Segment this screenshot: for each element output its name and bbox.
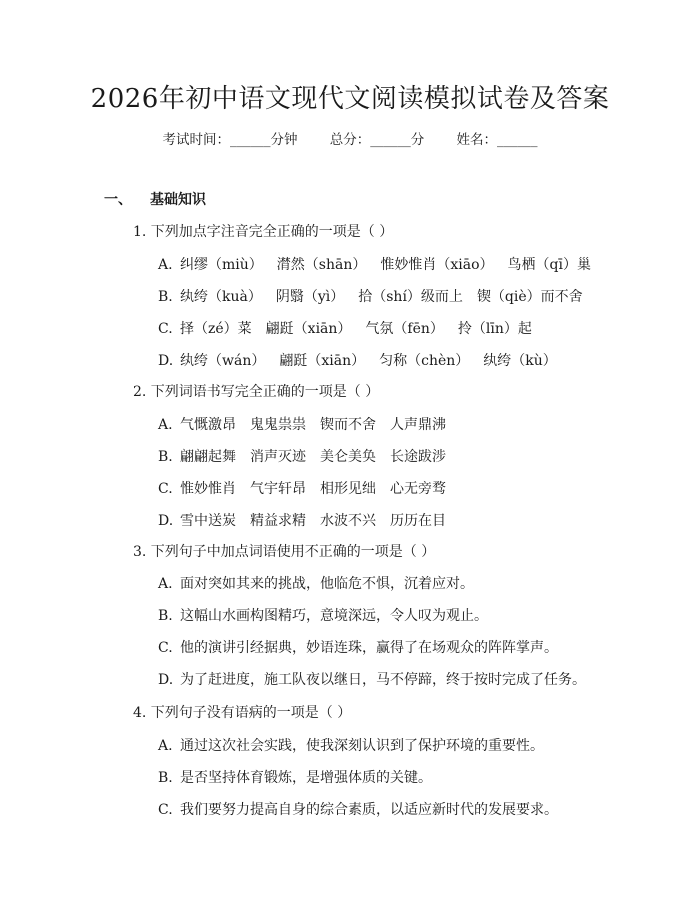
student-name-field: 姓名：______ <box>456 132 538 148</box>
exam-info-line <box>0 130 700 150</box>
option-text: 拾（shí）级而上 <box>358 289 463 305</box>
answer-option <box>158 670 586 690</box>
page-title: 2026年初中语文现代文阅读模拟试卷及答案 <box>90 84 610 114</box>
option-text: 是否坚持体育锻炼，是增强体质的关键。 <box>180 770 432 786</box>
answer-option <box>158 768 432 788</box>
option-letter: A. <box>158 738 173 754</box>
option-text: 翩跹（xiān） <box>265 321 352 337</box>
option-letter: D. <box>158 513 174 529</box>
answer-option <box>158 479 446 499</box>
question-stem: 4. 下列句子没有语病的一项是（ ） <box>133 705 352 721</box>
option-text: 这幅山水画构图精巧，意境深远，令人叹为观止。 <box>180 608 488 624</box>
option-text: 为了赶进度，施工队夜以继日，马不停蹄，终于按时完成了任务。 <box>180 672 586 688</box>
answer-option <box>158 574 474 594</box>
option-text: 潸然（shān） <box>276 257 367 273</box>
option-text: 翩跹（xiān） <box>279 353 366 369</box>
option-text: 鸟栖（qī）巢 <box>507 257 591 273</box>
answer-option <box>158 736 544 756</box>
option-letter: C. <box>158 481 173 497</box>
option-letter: A. <box>158 257 173 273</box>
option-text: 纨绔（kù） <box>483 353 557 369</box>
option-text: 面对突如其来的挑战，他临危不惧，沉着应对。 <box>180 576 474 592</box>
option-text: 拎（līn）起 <box>457 321 532 337</box>
option-text: 我们要努力提高自身的综合素质，以适应新时代的发展要求。 <box>180 802 558 818</box>
total-score-field: 总分：______分 <box>329 132 425 148</box>
option-text: 择（zé）菜 <box>180 321 252 337</box>
option-letter: B. <box>158 608 173 624</box>
answer-option <box>158 287 583 307</box>
option-text: 长途跋涉 <box>390 449 446 465</box>
option-text: 纨绔（wán） <box>180 353 266 369</box>
question-stem: 2. 下列词语书写完全正确的一项是（ ） <box>133 384 380 400</box>
option-letter: C. <box>158 640 173 656</box>
option-text: 气宇轩昂 <box>250 481 306 497</box>
option-text: 纠缪（miù） <box>180 257 263 273</box>
option-text: 阴翳（yì） <box>275 289 345 305</box>
option-text: 气氛（fēn） <box>365 321 444 337</box>
option-text: 惟妙惟肖 <box>180 481 236 497</box>
option-text: 历历在目 <box>390 513 446 529</box>
option-text: 精益求精 <box>250 513 306 529</box>
option-text: 他的演讲引经据典，妙语连珠，赢得了在场观众的阵阵掌声。 <box>180 640 558 656</box>
option-letter: C. <box>158 321 173 337</box>
option-text: 锲而不舍 <box>320 417 376 433</box>
option-letter: B. <box>158 289 173 305</box>
option-letter: D. <box>158 672 174 688</box>
option-text: 匀称（chèn） <box>379 353 470 369</box>
section-title: 基础知识 <box>150 192 206 208</box>
option-text: 雪中送炭 <box>180 513 236 529</box>
option-text: 相形见绌 <box>320 481 376 497</box>
option-text: 水波不兴 <box>320 513 376 529</box>
option-text: 人声鼎沸 <box>390 417 446 433</box>
section-heading <box>104 190 206 210</box>
option-text: 锲（qiè）而不舍 <box>476 289 583 305</box>
option-letter: B. <box>158 770 173 786</box>
option-letter: A. <box>158 576 173 592</box>
question-stem: 1. 下列加点字注音完全正确的一项是（ ） <box>133 224 394 240</box>
option-text: 消声灭迹 <box>250 449 306 465</box>
option-text: 鬼鬼祟祟 <box>250 417 306 433</box>
option-text: 惟妙惟肖（xiāo） <box>380 257 494 273</box>
option-text: 美仑美奂 <box>320 449 376 465</box>
option-text: 气慨激昂 <box>180 417 236 433</box>
option-letter: A. <box>158 417 173 433</box>
answer-option <box>158 319 532 339</box>
answer-option <box>158 638 558 658</box>
answer-option <box>158 511 446 531</box>
answer-option <box>158 415 446 435</box>
section-number: 一、 <box>104 192 132 208</box>
answer-option <box>158 255 591 275</box>
answer-option <box>158 351 557 371</box>
option-text: 翩翩起舞 <box>180 449 236 465</box>
answer-option <box>158 606 488 626</box>
option-letter: B. <box>158 449 173 465</box>
option-letter: C. <box>158 802 173 818</box>
question-stem: 3. 下列句子中加点词语使用不正确的一项是（ ） <box>133 544 436 560</box>
option-letter: D. <box>158 353 174 369</box>
option-text: 心无旁骛 <box>390 481 446 497</box>
exam-time-field: 考试时间：______分钟 <box>162 132 298 148</box>
answer-option <box>158 800 558 820</box>
answer-option <box>158 447 446 467</box>
option-text: 通过这次社会实践，使我深刻认识到了保护环境的重要性。 <box>180 738 544 754</box>
option-text: 纨绔（kuà） <box>180 289 262 305</box>
